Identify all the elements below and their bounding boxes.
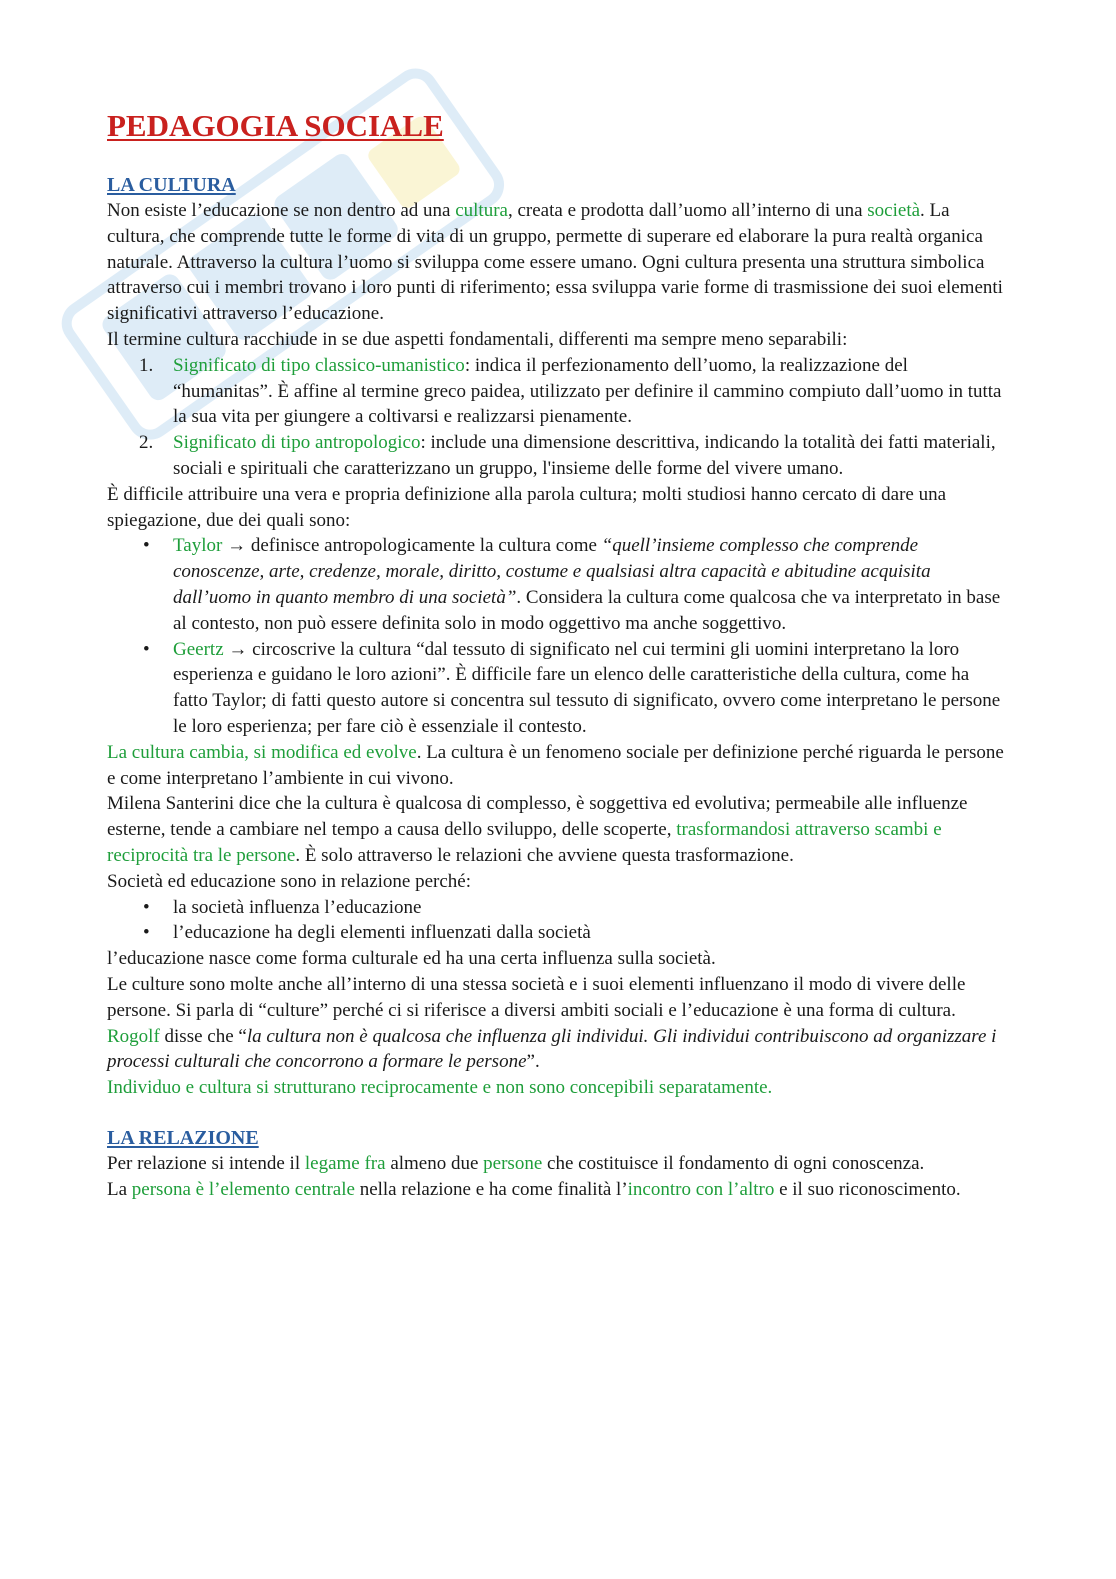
paragraph-individuo-cultura: Individuo e cultura si strutturano reciprocamente e non sono concepibili separatamente. [107, 1077, 773, 1099]
list-item [107, 920, 1007, 946]
text-run: . La cultura è un fenomeno sociale per definizione perché riguarda le persone e come interpretano l’ambiente in cui vivono. [107, 741, 1004, 789]
paragraph-rogolf [107, 1024, 1007, 1076]
highlight-term: La cultura cambia, si modifica ed evolve [107, 741, 417, 763]
bullet-marker: • [143, 535, 150, 557]
paragraph-cultura-intro [107, 198, 1007, 327]
quote: “quell’insieme complesso che comprende conoscenze, arte, credenze, morale, diritto, costume e qualsiasi altra capacità e abitudine acquisita dall’uomo in quanto membro di una società” [173, 535, 931, 608]
text-run: definisce antropologicamente la cultura come [250, 535, 602, 557]
bullet-list-authors [107, 533, 1007, 739]
text-run: . Considera la cultura come qualcosa che va interpretato in base al contesto, non può essere definita solo in modo oggettivo ma anche soggettivo. [173, 586, 1001, 634]
list-item [107, 430, 1007, 482]
bullet-list-simple [107, 895, 1007, 947]
text-run: ”. [526, 1051, 540, 1073]
list-item [107, 895, 1007, 921]
text-run: la società influenza l’educazione [173, 896, 422, 918]
author-name: Geertz [173, 638, 224, 660]
list-item [107, 353, 1007, 430]
highlight-term: Significato di tipo classico-umanistico [173, 354, 465, 376]
author-name: Rogolf [107, 1025, 160, 1047]
highlight-term: legame fra [304, 1152, 386, 1174]
section-heading-relazione: LA RELAZIONE [107, 1126, 259, 1149]
highlight-term: persone [483, 1152, 543, 1174]
text-run: che costituisce il fondamento di ogni conoscenza. [542, 1152, 925, 1174]
paragraph-culture-molte: Le culture sono molte anche all’interno di una stessa società e i suoi elementi influenzano il modo di vivere delle persone. Si parla di “culture” perché ci si riferisce a diversi ambiti sociali e l’educazione è una forma di cultura. [107, 973, 966, 1021]
paragraph-relazione-def [107, 1151, 1007, 1177]
text-run: : include una dimensione descrittiva, indicando la totalità dei fatti materiali, sociali e spirituali che caratterizzano un gruppo, l'insieme delle forme del vivere umano. [173, 432, 996, 479]
arrow-icon: → [223, 638, 253, 660]
highlight-term: persona è l’elemento centrale [131, 1178, 355, 1200]
bullet-marker: • [143, 638, 150, 660]
highlight-term: società [867, 200, 921, 221]
paragraph-persona [107, 1177, 1007, 1203]
text-run: La [107, 1178, 132, 1200]
text-run: : indica il perfezionamento dell’uomo, la realizzazione del “humanitas”. È affine al termine greco paidea, utilizzato per definire il cammino compiuto dall’uomo in tutta la sua vita per giungere a coltivarsi e realizzarsi pienamente. [173, 354, 1002, 428]
text-run: Milena Santerini dice che la cultura è qualcosa di complesso, è soggettiva ed evolutiva; permeabile alle influenze esterne, tende a cambiare nel tempo a causa dello sviluppo, delle scoperte, [107, 793, 968, 841]
text-run: . È solo attraverso le relazioni che avviene questa trasformazione. [295, 844, 794, 866]
text-run: Per relazione si intende il [107, 1152, 305, 1174]
paragraph-societa-educazione: Società ed educazione sono in relazione perché: [107, 870, 471, 892]
text-run: e il suo riconoscimento. [774, 1178, 961, 1200]
section-heading-cultura: LA CULTURA [107, 174, 236, 196]
list-marker: 2. [139, 432, 154, 454]
numbered-list [107, 353, 1007, 482]
bullet-marker: • [143, 896, 150, 918]
paragraph-santerini [107, 791, 1007, 868]
paragraph-termine-cultura: Il termine cultura racchiude in se due aspetti fondamentali, differenti ma sempre meno separabili: [107, 328, 848, 350]
text-run: . La cultura, che comprende tutte le forme di vita di un gruppo, permette di superare ed elaborare la pura realtà organica naturale. Attraverso la cultura l’uomo si sviluppa come essere umano. Ogni cultura presenta una struttura simbolica attraverso cui i membri trovano i loro punti di riferimento; essa sviluppa varie forme di trasmissione dei suoi elementi significativi attraverso l’educazione. [107, 200, 1003, 325]
bullet-marker: • [143, 922, 150, 944]
author-name: Taylor [173, 535, 223, 557]
list-item [107, 533, 1007, 636]
highlight-term: Significato di tipo antropologico [173, 432, 421, 454]
text-run: circoscrive la cultura “dal tessuto di significato nel cui termini gli uomini interpretano la loro esperienza e guidano le loro azioni”. È difficile fare un elenco delle caratteristiche della cultura, come ha fatto Taylor; di fatti questo autore si concentra sul tessuto di significato, ovvero come interpretano le persone le loro esperienza; per fare ciò è essenziale il contesto. [173, 638, 1001, 737]
paragraph-educazione-forma: l’educazione nasce come forma culturale ed ha una certa influenza sulla società. [107, 948, 716, 970]
document-page [107, 100, 1007, 1202]
text-run: disse che “ [159, 1025, 247, 1047]
list-marker: 1. [139, 354, 154, 376]
page-title: PEDAGOGIA SOCIALE [107, 108, 444, 143]
text-run: almeno due [385, 1152, 484, 1174]
text-run: l’educazione ha degli elementi influenzati dalla società [173, 922, 591, 944]
text-run: nella relazione e ha come finalità l’ [354, 1178, 628, 1200]
highlight-term: incontro con l’altro [627, 1178, 775, 1200]
text-run: Non esiste l’educazione se non dentro ad una [107, 200, 456, 221]
list-item [107, 637, 1007, 740]
paragraph-cultura-cambia [107, 740, 1007, 792]
text-run: , creata e prodotta dall’uomo all’interno di una [507, 200, 868, 221]
quote: la cultura non è qualcosa che influenza gli individui. Gli individui contribuiscono ad organizzare i processi culturali che concorrono a formare le persone [107, 1025, 997, 1073]
highlight-term: trasformandosi attraverso scambi e reciprocità tra le persone [107, 819, 942, 866]
paragraph-definizione: È difficile attribuire una vera e propria definizione alla parola cultura; molti studiosi hanno cercato di dare una spiegazione, due dei quali sono: [107, 483, 947, 531]
highlight-term: cultura [455, 200, 508, 221]
arrow-icon: → [222, 535, 251, 557]
